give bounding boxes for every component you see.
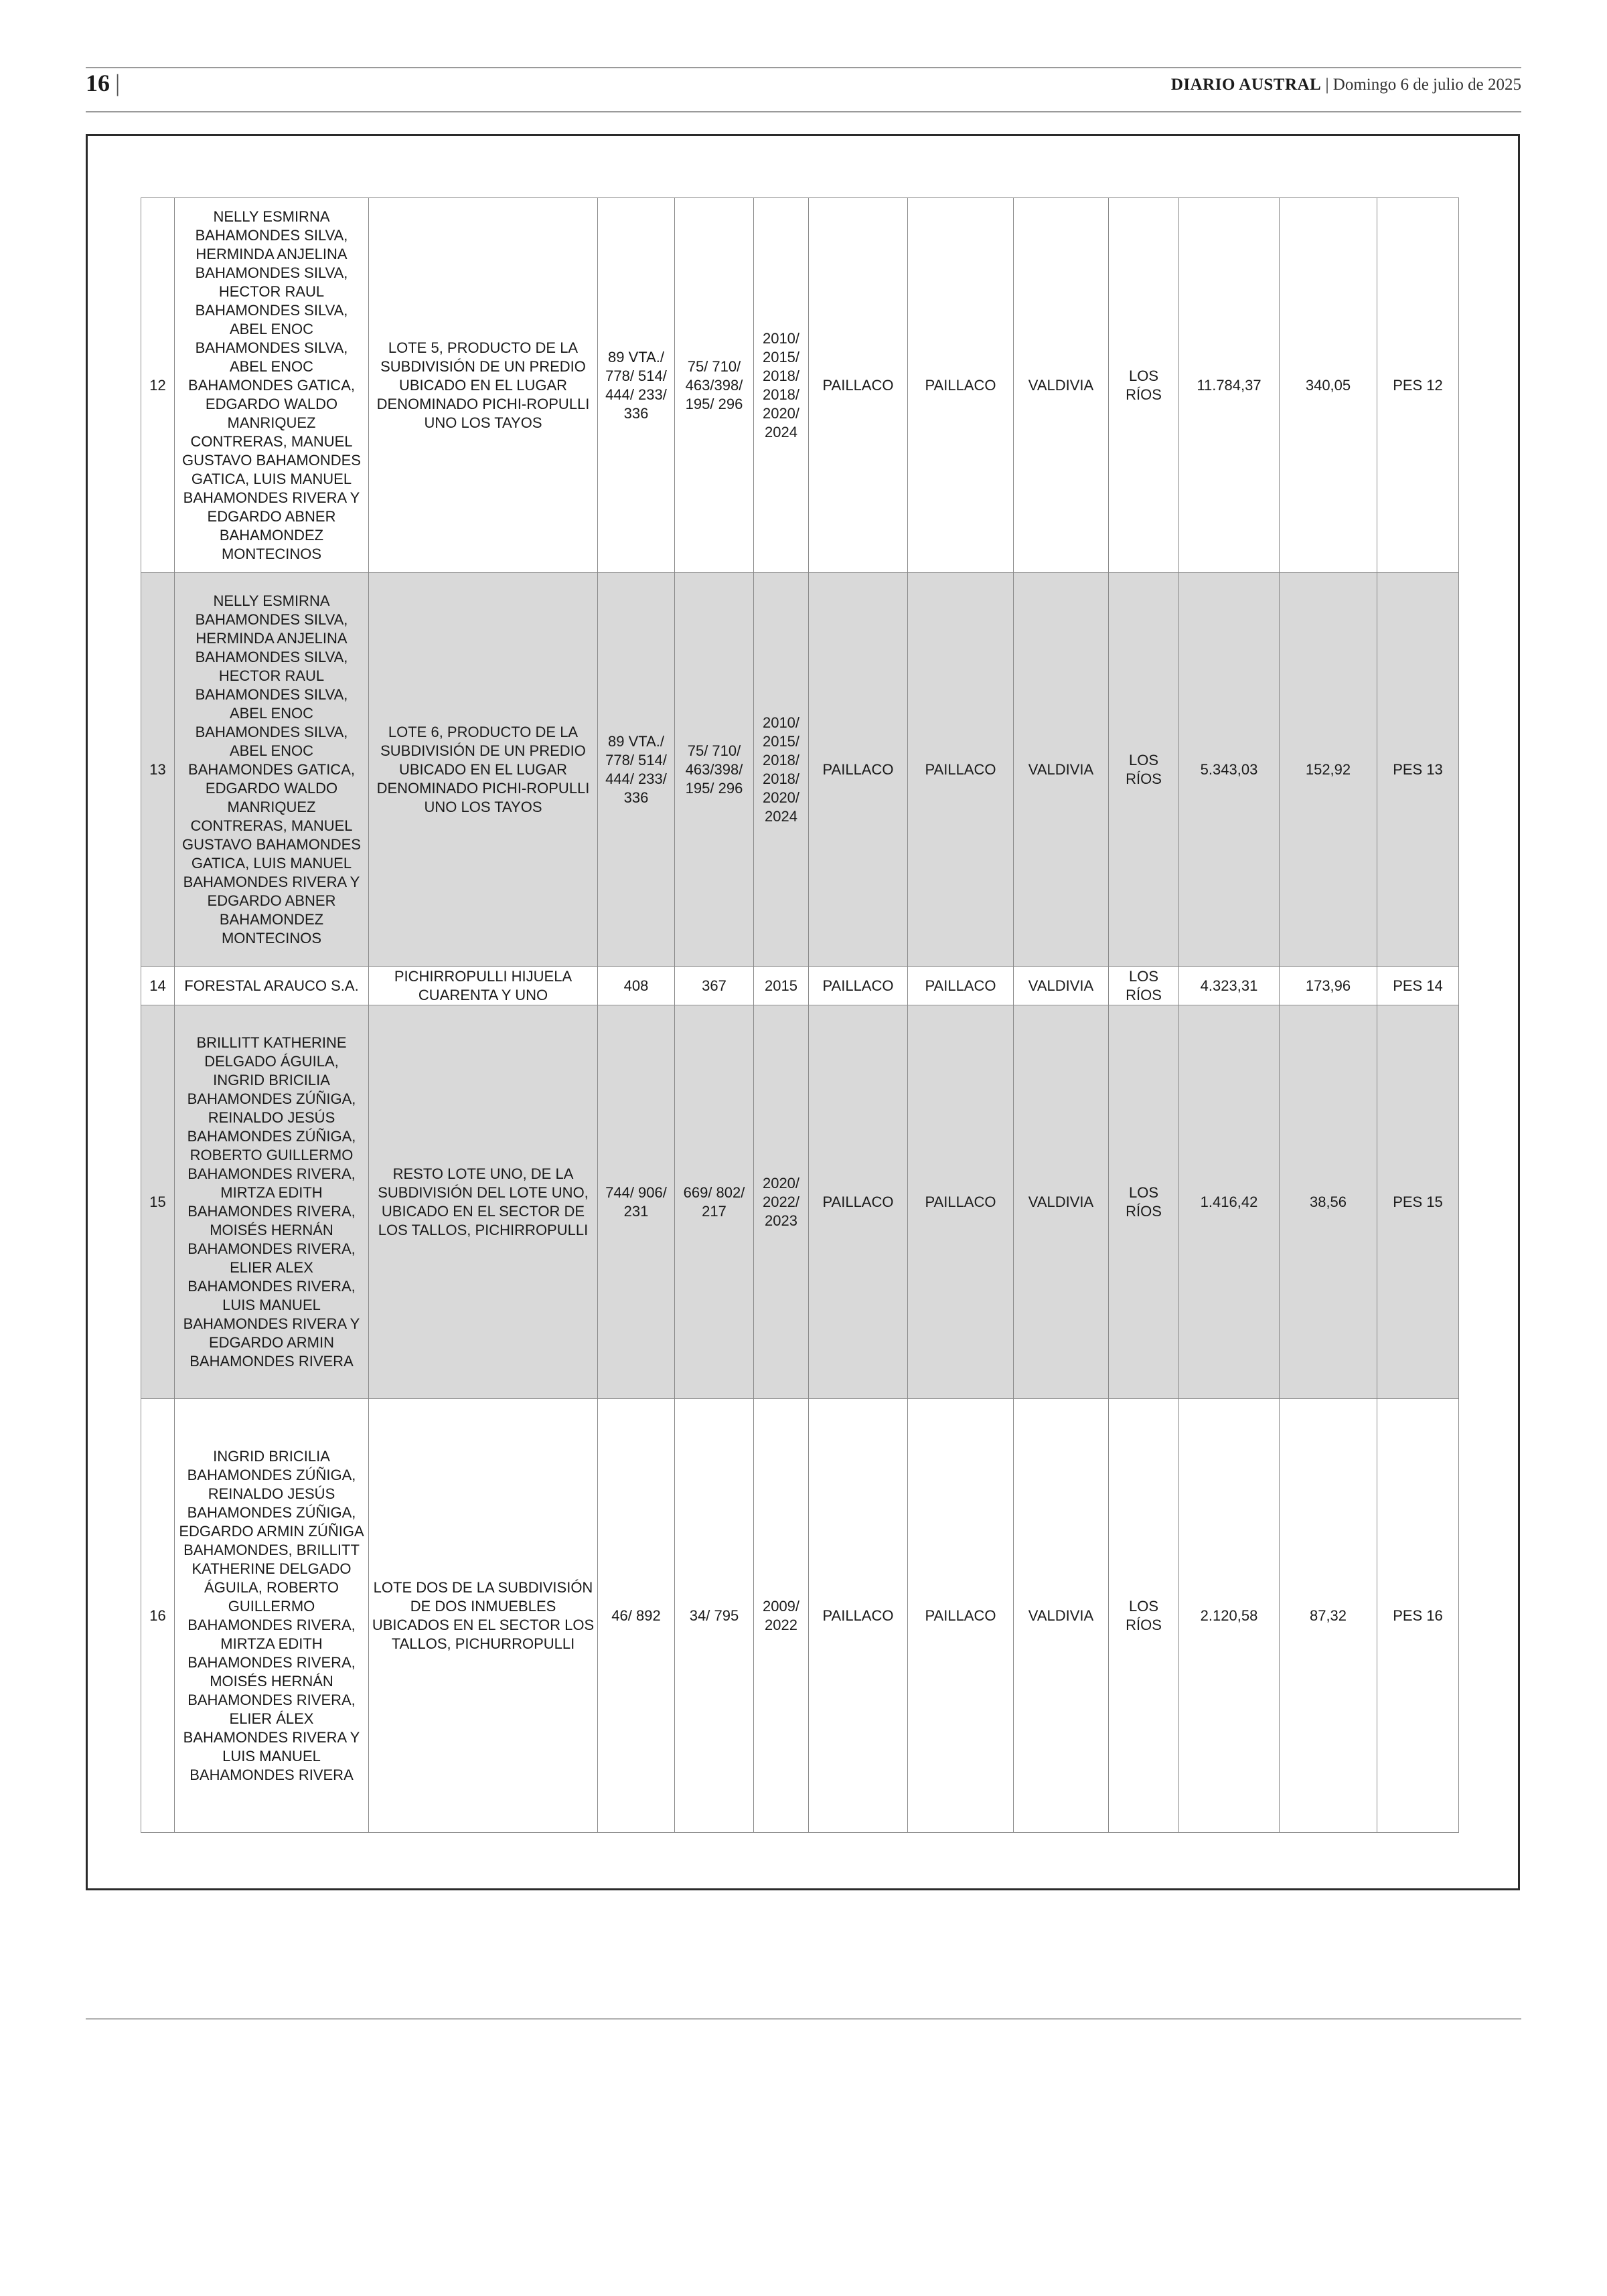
page-number: 16 [86, 70, 110, 96]
publication-date: Domingo 6 de julio de 2025 [1332, 76, 1521, 94]
property-description-cell: LOTE DOS DE LA SUBDIVISIÓN DE DOS INMUEBLES UBICADOS EN EL SECTOR LOS TALLOS, PICHURROPULLI [369, 1399, 598, 1833]
header-bottom-rule [86, 111, 1521, 112]
cbr-cell: PAILLACO [908, 1005, 1014, 1399]
row-number-cell: 13 [141, 573, 175, 967]
property-description-cell: LOTE 6, PRODUCTO DE LA SUBDIVISIÓN DE UN PREDIO UBICADO EN EL LUGAR DENOMINADO PICHI-ROPULLI UNO LOS TAYOS [369, 573, 598, 967]
valuation-cell: 87,32 [1280, 1399, 1377, 1833]
cbr-cell: PAILLACO [908, 573, 1014, 967]
fojas-cell: 89 VTA./ 778/ 514/ 444/ 233/ 336 [598, 573, 675, 967]
region-cell: LOS RÍOS [1109, 1005, 1179, 1399]
year-cell: 2009/ 2022 [754, 1399, 809, 1833]
date-separator: | [1321, 76, 1333, 94]
valuation-cell: 340,05 [1280, 198, 1377, 573]
comuna-cell: PAILLACO [809, 573, 908, 967]
owners-cell: NELLY ESMIRNA BAHAMONDES SILVA, HERMINDA ANJELINA BAHAMONDES SILVA, HECTOR RAUL BAHAMONDES SILVA, ABEL ENOC BAHAMONDES SILVA, ABEL ENOC BAHAMONDES GATICA, EDGARDO WALDO MANRIQUEZ CONTRERAS, MANUEL GUSTAVO BAHAMONDES GATICA, LUIS MANUEL BAHAMONDES RIVERA Y EDGARDO ABNER BAHAMONDEZ MONTECINOS [175, 198, 369, 573]
cbr-cell: PAILLACO [908, 1399, 1014, 1833]
owners-cell: NELLY ESMIRNA BAHAMONDES SILVA, HERMINDA ANJELINA BAHAMONDES SILVA, HECTOR RAUL BAHAMONDES SILVA, ABEL ENOC BAHAMONDES SILVA, ABEL ENOC BAHAMONDES GATICA, EDGARDO WALDO MANRIQUEZ CONTRERAS, MANUEL GUSTAVO BAHAMONDES GATICA, LUIS MANUEL BAHAMONDES RIVERA Y EDGARDO ABNER BAHAMONDEZ MONTECINOS [175, 573, 369, 967]
year-cell: 2010/ 2015/ 2018/ 2018/ 2020/ 2024 [754, 198, 809, 573]
provincia-cell: VALDIVIA [1014, 198, 1109, 573]
row-number-cell: 15 [141, 1005, 175, 1399]
valuation-cell: 38,56 [1280, 1005, 1377, 1399]
numero-cell: 669/ 802/ 217 [675, 1005, 754, 1399]
valuation-cell: 173,96 [1280, 967, 1377, 1005]
fojas-cell: 89 VTA./ 778/ 514/ 444/ 233/ 336 [598, 198, 675, 573]
table-row [141, 967, 1459, 1005]
comuna-cell: PAILLACO [809, 1005, 908, 1399]
surface-cell: 5.343,03 [1179, 573, 1280, 967]
region-cell: LOS RÍOS [1109, 967, 1179, 1005]
row-number-cell: 14 [141, 967, 175, 1005]
page-number-separator: | [115, 70, 121, 96]
footer-rule [86, 2018, 1521, 2020]
row-number-cell: 16 [141, 1399, 175, 1833]
provincia-cell: VALDIVIA [1014, 967, 1109, 1005]
pes-code-cell: PES 14 [1377, 967, 1459, 1005]
year-cell: 2020/ 2022/ 2023 [754, 1005, 809, 1399]
table-row [141, 198, 1459, 573]
year-cell: 2015 [754, 967, 809, 1005]
row-number-cell: 12 [141, 198, 175, 573]
provincia-cell: VALDIVIA [1014, 1005, 1109, 1399]
surface-cell: 2.120,58 [1179, 1399, 1280, 1833]
cbr-cell: PAILLACO [908, 198, 1014, 573]
table-row [141, 573, 1459, 967]
fojas-cell: 46/ 892 [598, 1399, 675, 1833]
property-description-cell: PICHIRROPULLI HIJUELA CUARENTA Y UNO [369, 967, 598, 1005]
surface-cell: 4.323,31 [1179, 967, 1280, 1005]
pes-code-cell: PES 13 [1377, 573, 1459, 967]
numero-cell: 75/ 710/ 463/398/ 195/ 296 [675, 198, 754, 573]
comuna-cell: PAILLACO [809, 198, 908, 573]
property-description-cell: RESTO LOTE UNO, DE LA SUBDIVISIÓN DEL LOTE UNO, UBICADO EN EL SECTOR DE LOS TALLOS, PICHIRROPULLI [369, 1005, 598, 1399]
numero-cell: 75/ 710/ 463/398/ 195/ 296 [675, 573, 754, 967]
region-cell: LOS RÍOS [1109, 198, 1179, 573]
valuation-cell: 152,92 [1280, 573, 1377, 967]
surface-cell: 1.416,42 [1179, 1005, 1280, 1399]
property-description-cell: LOTE 5, PRODUCTO DE LA SUBDIVISIÓN DE UN PREDIO UBICADO EN EL LUGAR DENOMINADO PICHI-ROPULLI UNO LOS TAYOS [369, 198, 598, 573]
pes-code-cell: PES 16 [1377, 1399, 1459, 1833]
table-row [141, 1005, 1459, 1399]
owners-cell: INGRID BRICILIA BAHAMONDES ZÚÑIGA, REINALDO JESÚS BAHAMONDES ZÚÑIGA, EDGARDO ARMIN ZÚÑIGA BAHAMONDES, BRILLITT KATHERINE DELGADO ÁGUILA, ROBERTO GUILLERMO BAHAMONDES RIVERA, MIRTZA EDITH BAHAMONDES RIVERA, MOISÉS HERNÁN BAHAMONDES RIVERA, ELIER ÁLEX BAHAMONDES RIVERA Y LUIS MANUEL BAHAMONDES RIVERA [175, 1399, 369, 1833]
year-cell: 2010/ 2015/ 2018/ 2018/ 2020/ 2024 [754, 573, 809, 967]
provincia-cell: VALDIVIA [1014, 1399, 1109, 1833]
publication-name: DIARIO AUSTRAL [1170, 76, 1322, 94]
owners-cell: FORESTAL ARAUCO S.A. [175, 967, 369, 1005]
pes-code-cell: PES 12 [1377, 198, 1459, 573]
region-cell: LOS RÍOS [1109, 573, 1179, 967]
owners-cell: BRILLITT KATHERINE DELGADO ÁGUILA, INGRID BRICILIA BAHAMONDES ZÚÑIGA, REINALDO JESÚS BAHAMONDES ZÚÑIGA, ROBERTO GUILLERMO BAHAMONDES RIVERA, MIRTZA EDITH BAHAMONDES RIVERA, MOISÉS HERNÁN BAHAMONDES RIVERA, ELIER ALEX BAHAMONDES RIVERA, LUIS MANUEL BAHAMONDES RIVERA Y EDGARDO ARMIN BAHAMONDES RIVERA [175, 1005, 369, 1399]
provincia-cell: VALDIVIA [1014, 573, 1109, 967]
numero-cell: 367 [675, 967, 754, 1005]
region-cell: LOS RÍOS [1109, 1399, 1179, 1833]
fojas-cell: 408 [598, 967, 675, 1005]
masthead [1171, 75, 1521, 95]
cbr-cell: PAILLACO [908, 967, 1014, 1005]
pes-code-cell: PES 15 [1377, 1005, 1459, 1399]
header-top-rule [86, 67, 1521, 68]
property-table [141, 197, 1459, 1833]
comuna-cell: PAILLACO [809, 1399, 908, 1833]
fojas-cell: 744/ 906/ 231 [598, 1005, 675, 1399]
table-body [141, 198, 1459, 1833]
comuna-cell: PAILLACO [809, 967, 908, 1005]
surface-cell: 11.784,37 [1179, 198, 1280, 573]
numero-cell: 34/ 795 [675, 1399, 754, 1833]
table-row [141, 1399, 1459, 1833]
